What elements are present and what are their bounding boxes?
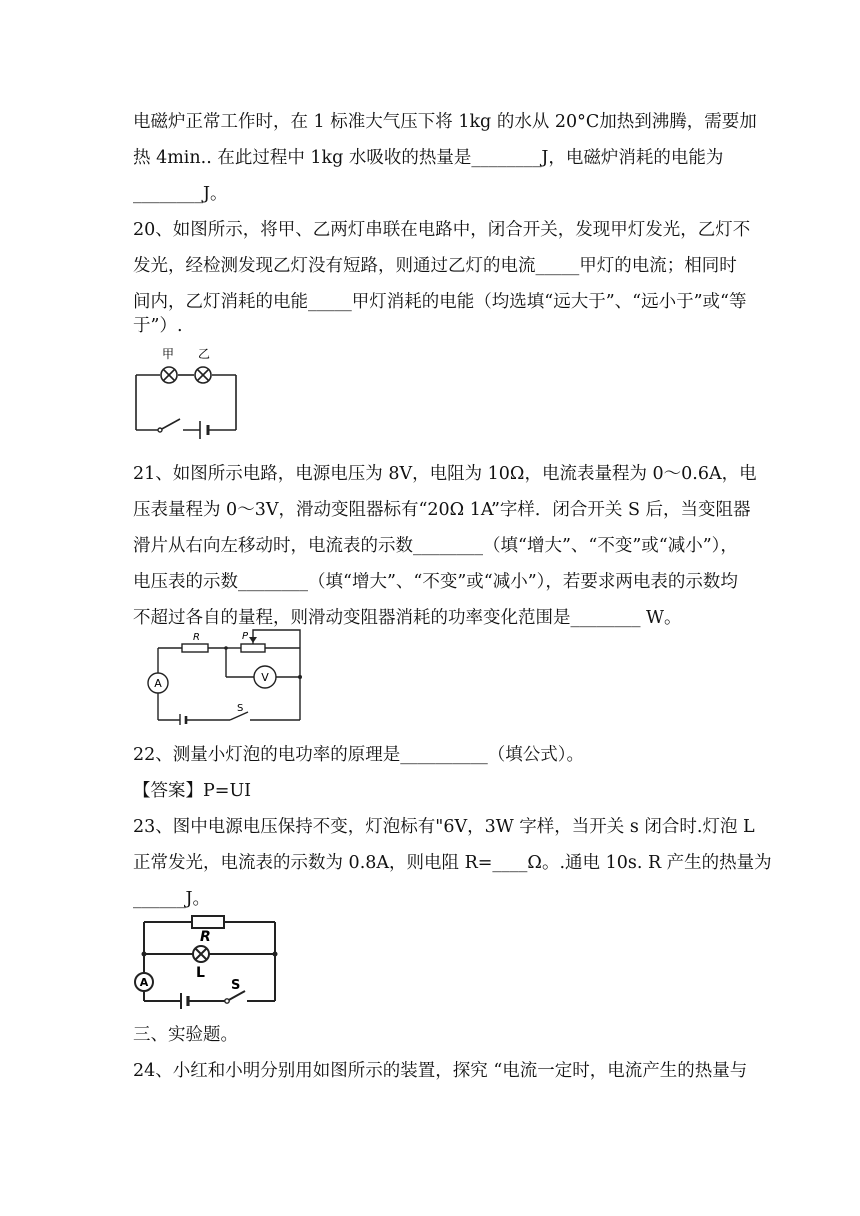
text-line: 电磁炉正常工作时，在 1 标准大气压下将 1kg 的水从 20°C加热到沸腾，需要加 — [133, 112, 757, 132]
text-line: 不超过各自的量程，则滑动变阻器消耗的功率变化范围是________ W。 — [133, 608, 682, 628]
lamp-jia-icon — [161, 367, 177, 383]
lamp-yi-icon — [195, 367, 211, 383]
svg-text:A: A — [139, 976, 149, 989]
switch-s-label: S — [231, 978, 241, 993]
answer-line: 【答案】P=UI — [133, 781, 252, 801]
text-line: 压表量程为 0～3V，滑动变阻器标有“20Ω 1A”字样．闭合开关 S 后，当变阻器 — [133, 500, 751, 520]
question-24: 24、小红和小明分别用如图所示的装置，探究 “电流一定时，电流产生的热量与 — [133, 1061, 748, 1081]
lamp-jia-label: 甲 — [162, 347, 175, 361]
text-line: ______J。 — [133, 889, 211, 909]
lamp-yi-label: 乙 — [198, 347, 211, 361]
text-line: 于”）. — [133, 316, 183, 336]
text-line: 热 4min.. 在此过程中 1kg 水吸收的热量是________J，电磁炉消耗的电能为 — [133, 148, 724, 168]
circuit-diagram-21 — [145, 625, 305, 725]
ammeter-icon — [135, 973, 153, 991]
circuit-diagram-20 — [128, 343, 243, 443]
text-line: 正常发光，电流表的示数为 0.8A，则电阻 R=____Ω。.通电 10s. R 产生的热量为 — [133, 853, 772, 873]
lamp-l-label: L — [196, 965, 205, 981]
section-heading: 三、实验题。 — [133, 1025, 238, 1045]
question-21: 21、如图所示电路，电源电压为 8V，电阻为 10Ω，电流表量程为 0～0.6A，电 — [133, 464, 757, 484]
circuit-diagram-23 — [133, 905, 288, 1010]
resistor-r-icon — [182, 644, 208, 652]
resistor-r-label: R — [200, 929, 211, 945]
question-20: 20、如图所示，将甲、乙两灯串联在电路中，闭合开关，发现甲灯发光，乙灯不 — [133, 220, 751, 240]
text-line: 滑片从右向左移动时，电流表的示数________（填“增大”、“不变”或“减小”）， — [133, 536, 738, 556]
text-line: ________J。 — [133, 184, 228, 204]
lamp-l-icon — [193, 946, 209, 962]
text-line: 发光，经检测发现乙灯没有短路，则通过乙灯的电流_____甲灯的电流；相同时 — [133, 256, 737, 276]
question-22: 22、测量小灯泡的电功率的原理是__________（填公式）。 — [133, 745, 585, 765]
text-line: 间内，乙灯消耗的电能_____甲灯消耗的电能（均选填“远大于”、“远小于”或“等 — [133, 292, 747, 312]
svg-text:A: A — [154, 677, 162, 690]
ammeter-icon — [148, 673, 168, 693]
slider-p-label: P — [242, 631, 249, 642]
rheostat-icon — [241, 644, 265, 652]
resistor-r-label: R — [193, 632, 200, 643]
svg-text:V: V — [261, 671, 269, 684]
question-23: 23、图中电源电压保持不变，灯泡标有"6V，3W 字样，当开关 s 闭合时.灯泡 L — [133, 817, 755, 837]
resistor-r-icon — [192, 916, 224, 928]
text-line: 电压表的示数________（填“增大”、“不变”或“减小”），若要求两电表的示数均 — [133, 572, 738, 592]
switch-s-label: S — [237, 703, 244, 714]
voltmeter-icon — [254, 666, 276, 688]
